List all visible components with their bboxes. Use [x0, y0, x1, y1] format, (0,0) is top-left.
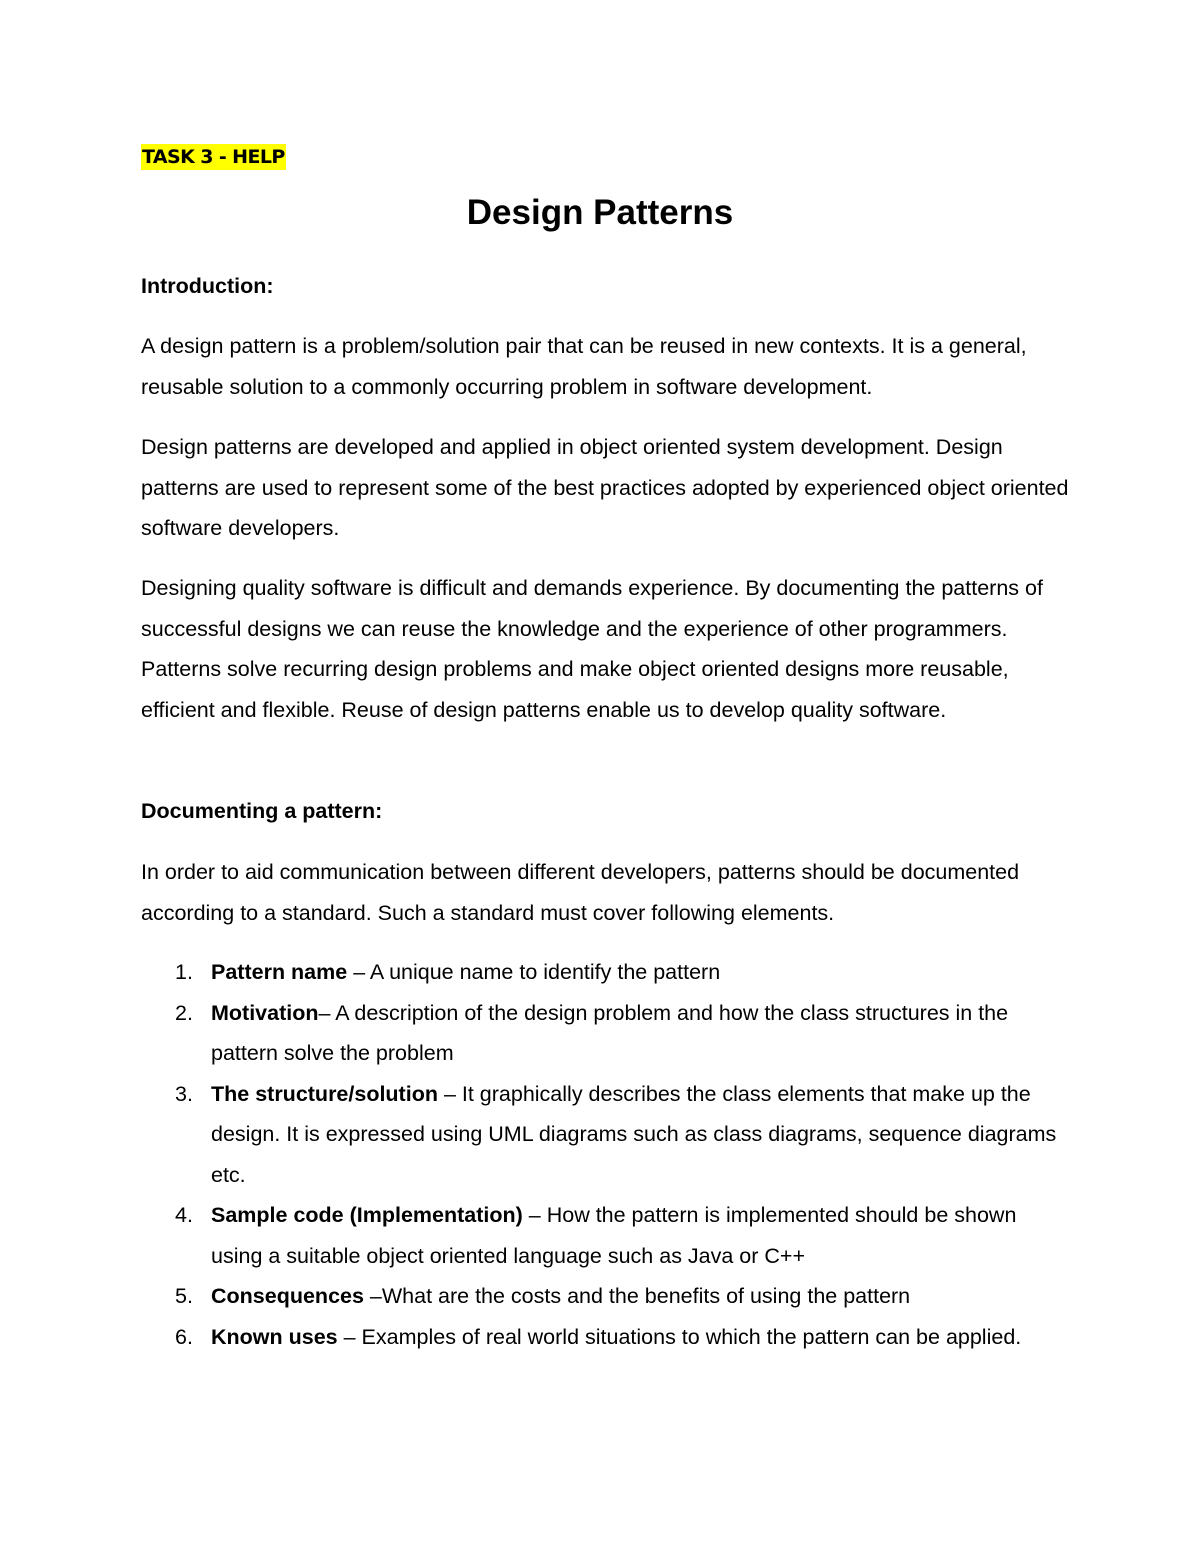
- list-item-description: –What are the costs and the benefits of using the pattern: [363, 1284, 911, 1308]
- list-item-number: 5.: [175, 1284, 193, 1308]
- list-item-description: – A description of the design problem and how the class structures in the pattern solve the problem: [211, 1000, 1009, 1065]
- list-item-term: Known uses: [211, 1324, 338, 1349]
- documenting-heading: Documenting a pattern:: [141, 799, 383, 823]
- list-item: [141, 1317, 1071, 1358]
- list-item-description: – Examples of real world situations to which the pattern can be applied.: [337, 1324, 1022, 1349]
- list-item-number: 6.: [175, 1324, 193, 1349]
- list-item-number: 4.: [175, 1203, 193, 1227]
- pattern-elements-list: [141, 952, 1071, 1357]
- list-item: [141, 952, 1071, 993]
- list-item-description: – It graphically describes the class elements that make up the design. It is expressed using UML diagrams such as class diagrams, sequence diagrams etc.: [211, 1081, 1057, 1187]
- list-item-description: – A unique name to identify the pattern: [347, 960, 721, 984]
- list-item: [141, 993, 1071, 1074]
- list-item-number: 1.: [175, 960, 193, 984]
- list-item: [141, 1195, 1071, 1276]
- intro-paragraph-3: Designing quality software is difficult and demands experience. By documenting the patterns of successful designs we can reuse the knowledge and the experience of other programmers. Patterns solve recurring design problems and make object oriented designs more reusable, efficient and flexible. Reuse of design patterns enable us to develop quality software.: [141, 576, 1043, 722]
- list-item-term: The structure/solution: [211, 1081, 438, 1106]
- list-item-term: Consequences: [211, 1284, 364, 1308]
- list-item-number: 3.: [175, 1081, 193, 1106]
- list-item-term: Sample code (Implementation): [211, 1203, 523, 1227]
- list-item-term: Motivation: [211, 1000, 319, 1025]
- introduction-heading: Introduction:: [141, 274, 274, 298]
- list-item: [141, 1276, 1071, 1317]
- list-item-term: Pattern name: [211, 960, 348, 984]
- task-label: TASK 3 - HELP: [142, 146, 285, 168]
- document-title: Design Patterns: [466, 193, 734, 232]
- list-item: [141, 1074, 1071, 1196]
- intro-paragraph-2: Design patterns are developed and applied in object oriented system development. Design patterns are used to represent some of the best practices adopted by experienced object oriented software developers.: [141, 435, 1069, 540]
- list-item-number: 2.: [175, 1000, 193, 1025]
- documenting-paragraph: In order to aid communication between different developers, patterns should be documented according to a standard. Such a standard must cover following elements.: [141, 860, 1020, 925]
- intro-paragraph-1: A design pattern is a problem/solution pair that can be reused in new contexts. It is a general, reusable solution to a commonly occurring problem in software development.: [141, 334, 1027, 399]
- list-item-description: – How the pattern is implemented should be shown using a suitable object oriented language such as Java or C++: [211, 1203, 1017, 1268]
